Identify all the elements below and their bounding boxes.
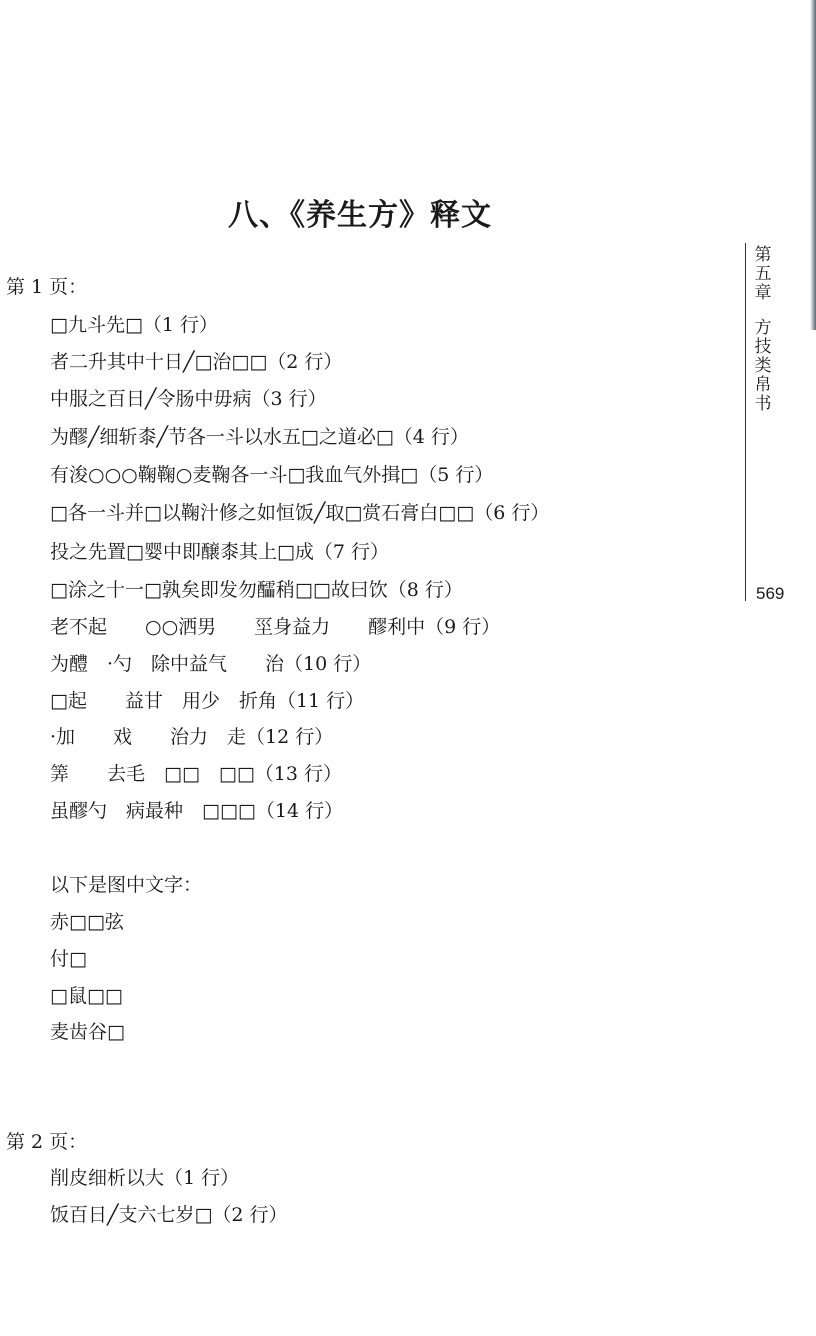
- side-char: 第: [754, 245, 772, 265]
- text-line: □起 益甘 用少 折角（11 行）: [50, 690, 365, 712]
- side-divider: [745, 243, 746, 601]
- text-line: 老不起 ○○洒男 坙身益力 醪利中（9 行）: [50, 616, 501, 638]
- side-char: 类: [754, 356, 772, 376]
- figure-text-line: 麦齿谷□: [50, 1021, 125, 1043]
- page2-heading: 第 2 页：: [6, 1131, 88, 1153]
- text-line: 者二升其中十日╱□治□□（2 行）: [50, 351, 343, 373]
- text-line: 削皮细析以大（1 行）: [50, 1167, 240, 1189]
- side-char: 帛: [754, 375, 772, 395]
- book-edge: [810, 0, 816, 330]
- text-line: □涂之十一□孰矣即发勿醽稍□□故曰饮（8 行）: [50, 579, 463, 601]
- figure-text-heading: 以下是图中文字：: [50, 874, 203, 896]
- text-line: 虽醪勺 病最种 □□□（14 行）: [50, 800, 344, 822]
- text-line: 饭百日╱支六七岁□（2 行）: [50, 1204, 288, 1226]
- text-line: □各一斗并□以鞠汁修之如恒饭╱取□赏石膏白□□（6 行）: [50, 502, 550, 524]
- text-line: 筭 去毛 □□ □□（13 行）: [50, 763, 343, 785]
- side-char: 技: [754, 337, 772, 357]
- side-char: 方: [754, 318, 772, 338]
- text-line: 中服之百日╱令肠中毋病（3 行）: [50, 388, 327, 410]
- page-title: 八、《养生方》释文: [228, 198, 492, 233]
- text-line: □九斗先□（1 行）: [50, 314, 219, 336]
- figure-text-line: □鼠□□: [50, 985, 123, 1007]
- text-line: 为醪╱细斩桼╱节各一斗以水五□之道必□（4 行）: [50, 426, 469, 448]
- side-char: 书: [754, 394, 772, 414]
- side-char: 五: [754, 264, 772, 284]
- text-line: ·加 戏 治力 走（12 行）: [50, 726, 334, 748]
- text-line: 为醴 ·勺 除中益气 治（10 行）: [50, 653, 372, 675]
- side-char: 章: [754, 283, 772, 303]
- text-line: 有浚○○○鞠鞠○麦鞠各一斗□我血气外揖□（5 行）: [50, 464, 494, 486]
- figure-text-line: 赤□□弦: [50, 911, 124, 933]
- figure-text-line: 付□: [50, 948, 87, 970]
- side-char: [754, 303, 772, 319]
- page1-heading: 第 1 页：: [6, 276, 88, 298]
- chapter-side-label: [754, 246, 772, 414]
- text-line: 投之先置□婴中即醸桼其上□成（7 行）: [50, 541, 390, 563]
- page-number: 569: [756, 584, 785, 603]
